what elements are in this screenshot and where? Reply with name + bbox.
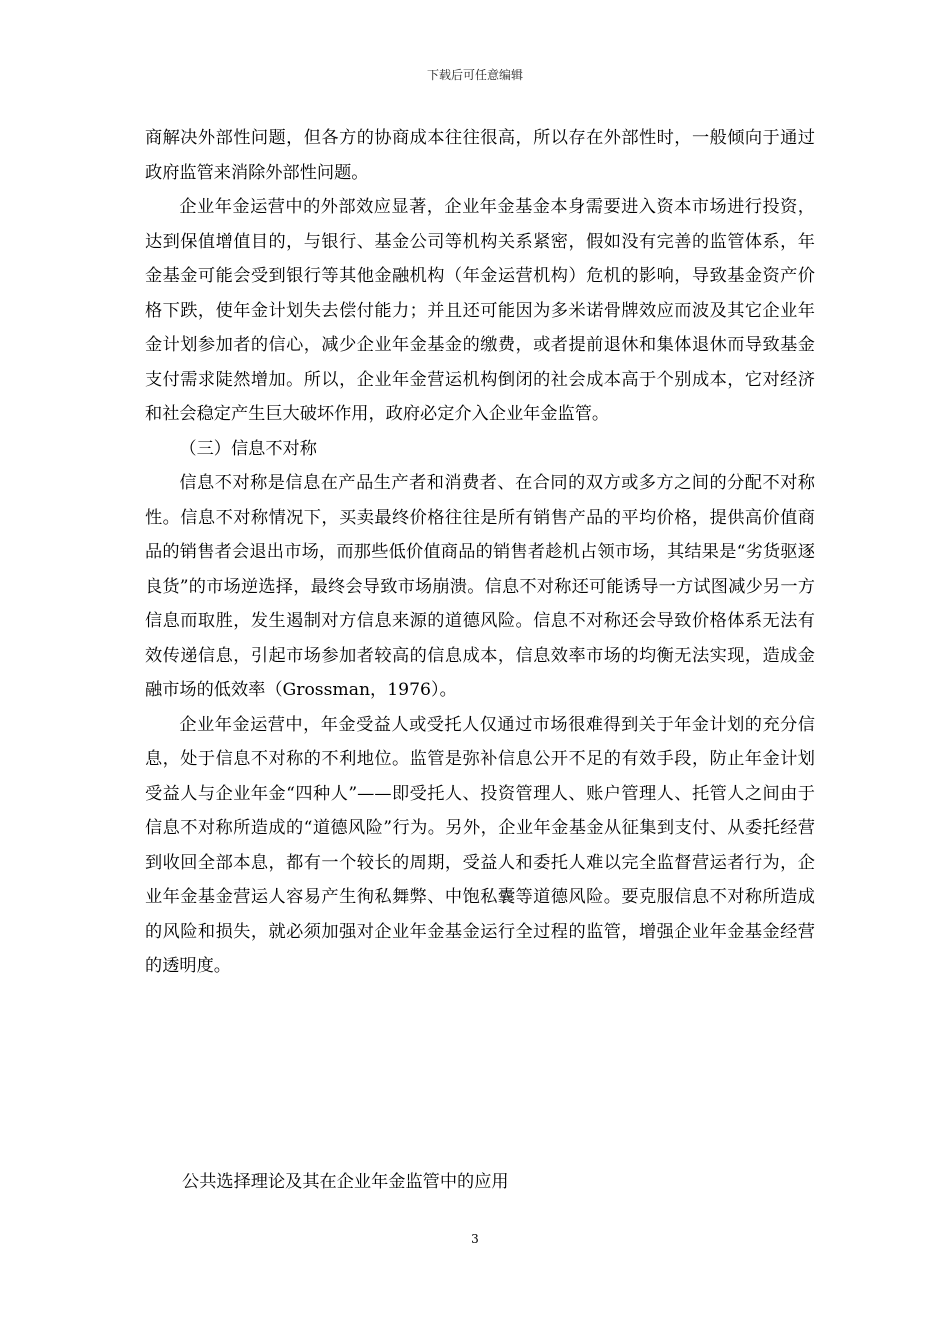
paragraph-information-asymmetry: 信息不对称是信息在产品生产者和消费者、在合同的双方或多方之间的分配不对称性。信息不对称情况下，买卖最终价格往往是所有销售产品的平均价格，提供高价值商品的销售者会退出市场，而那些低价值商品的销售者趁机占领市场，其结果是“劣货驱逐良货”的市场逆选择，最终会导致市场崩溃。信息不对称还可能诱导一方试图减少另一方信息而取胜，发生遏制对方信息来源的道德风险。信息不对称还会导致价格体系无法有效传递信息，引起市场参加者较高的信息成本，信息效率市场的均衡无法实现，造成金融市场的低效率（Grossman，1976）。 <box>145 473 815 700</box>
paragraph-external-effect: 企业年金运营中的外部效应显著，企业年金基金本身需要进入资本市场进行投资，达到保值增值目的，与银行、基金公司等机构关系紧密，假如没有完善的监管体系，年金基金可能会受到银行等其他金融机构（年金运营机构）危机的影响，导致基金资产价格下跌，使年金计划失去偿付能力；并且还可能因为多米诺骨牌效应而波及其它企业年金计划参加者的信心，减少企业年金基金的缴费，或者提前退休和集体退休而导致基金支付需求陡然增加。所以，企业年金营运机构倒闭的社会成本高于个别成本，它对经济和社会稳定产生巨大破坏作用，政府必定介入企业年金监管。 <box>145 197 815 424</box>
subheading-information-asymmetry: （三）信息不对称 <box>179 438 317 459</box>
paragraph-pension-information: 企业年金运营中，年金受益人或受托人仅通过市场很难得到关于年金计划的充分信息，处于信息不对称的不利地位。监管是弥补信息公开不足的有效手段，防止年金计划受益人与企业年金“四种人”——即受托人、投资管理人、账户管理人、托管人之间由于信息不对称所造成的“道德风险”行为。另外，企业年金基金从征集到支付、从委托经营到收回全部本息，都有一个较长的周期，受益人和委托人难以完全监督营运者行为，企业年金基金营运人容易产生徇私舞弊、中饱私囊等道德风险。要克服信息不对称所造成的风险和损失，就必须加强对企业年金基金运行全过程的监管，增强企业年金基金经营的透明度。 <box>145 714 815 976</box>
page-header: 下载后可任意编辑 <box>426 68 523 82</box>
section-title: 公共选择理论及其在企业年金监管中的应用 <box>182 1172 509 1192</box>
page-number: 3 <box>471 1232 479 1246</box>
document-body <box>145 121 815 984</box>
paragraph-continuation: 商解决外部性问题，但各方的协商成本往往很高，所以存在外部性时，一般倾向于通过政府监管来消除外部性问题。 <box>145 128 815 183</box>
